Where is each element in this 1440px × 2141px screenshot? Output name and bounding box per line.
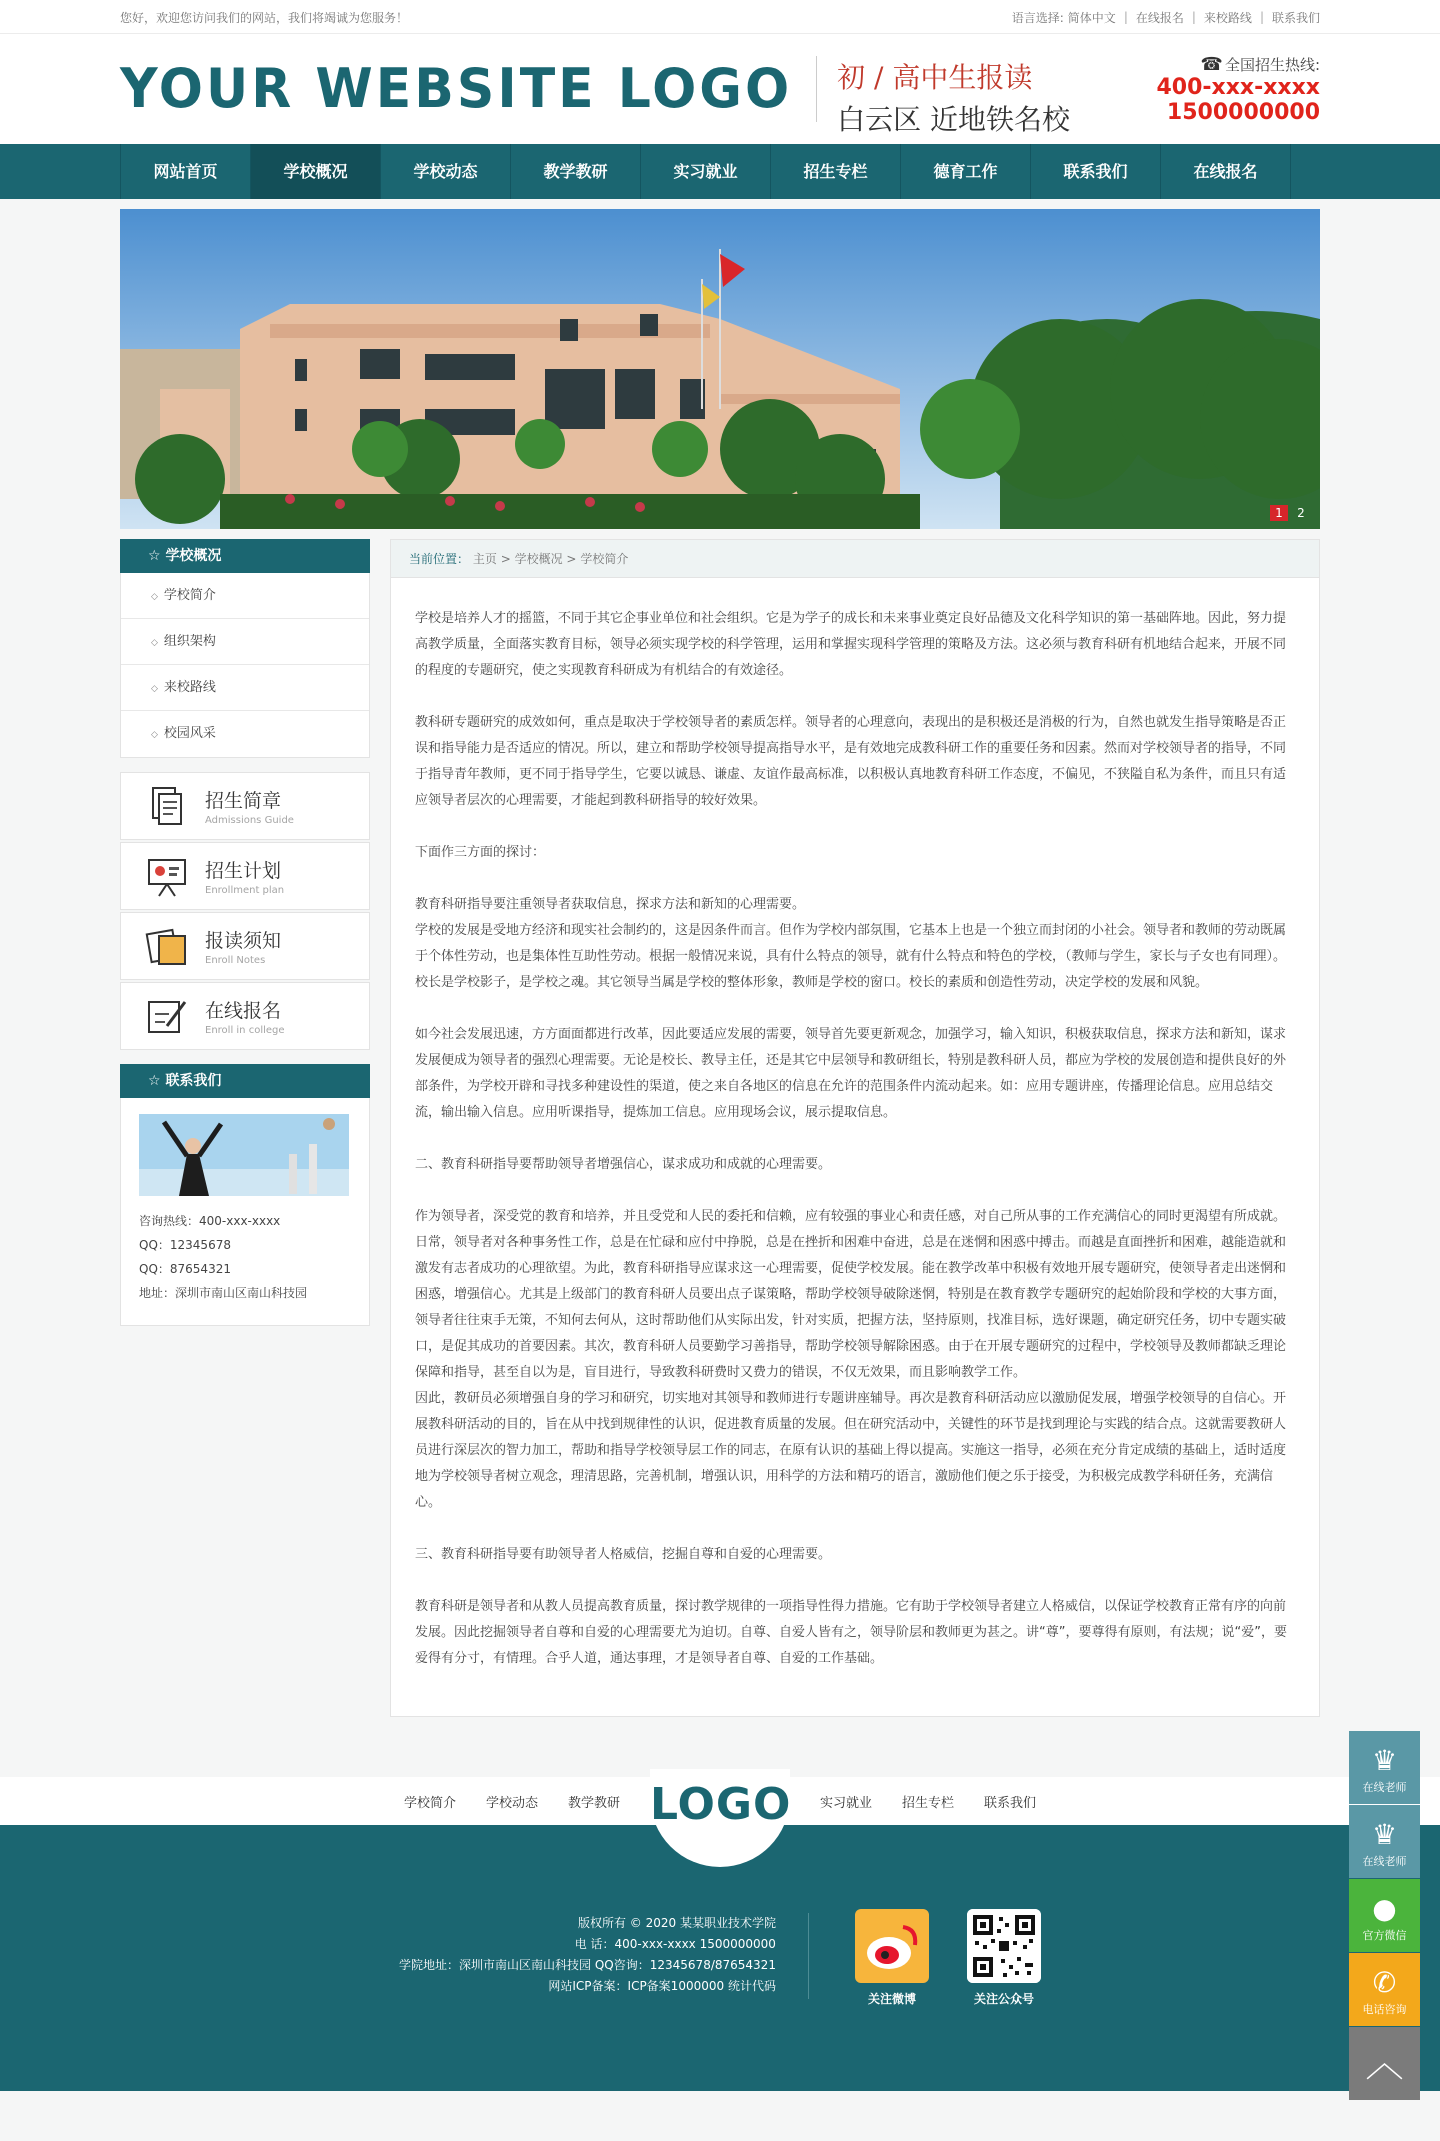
qq-icon: ♛ <box>1371 1744 1398 1777</box>
welcome-text: 您好，欢迎您访问我们的网站，我们将竭诚为您服务！ <box>120 10 409 25</box>
footer-phone: 电 话：400-xxx-xxxx 1500000000 <box>574 1937 776 1951</box>
sidebar-section-title: ☆ 学校概况 <box>120 539 370 573</box>
signup-icon <box>145 994 189 1038</box>
article-body <box>391 578 1319 1716</box>
diamond-icon: ◇ <box>151 684 158 694</box>
breadcrumb-level-2[interactable]: 学校简介 <box>580 552 629 566</box>
site-logo[interactable]: YOUR WEBSITE LOGO <box>120 57 793 121</box>
paragraph-spacer <box>415 996 1295 1022</box>
contact-photo <box>139 1114 349 1196</box>
slogan-line-2: 白云区 近地铁名校 <box>837 103 1071 136</box>
phone-consult-button[interactable]: ✆ 电话咨询 <box>1349 1953 1420 2026</box>
guide-title: 招生计划 <box>205 860 282 882</box>
guide-signup[interactable] <box>120 982 370 1050</box>
weibo-follow[interactable]: 关注微博 <box>855 1909 929 2007</box>
nav-item-about[interactable]: 学校概况 <box>251 144 381 199</box>
contact-qq-1: QQ：12345678 <box>139 1238 231 1252</box>
breadcrumb: 当前位置： 主页 > 学校概况 > 学校简介 <box>391 540 1319 578</box>
qq-icon: ♛ <box>1371 1818 1398 1851</box>
sidebar-item-intro[interactable]: ◇ 学校简介 <box>121 573 369 619</box>
contact-title: ☆ 联系我们 <box>120 1064 370 1098</box>
guide-admissions[interactable] <box>120 772 370 840</box>
article-paragraph: 教科研专题研究的成效如何，重点是取决于学校领导者的素质怎样。领导者的心理意向，表现出的是积极还是消极的行为，自然也就发生指导策略是否正误和指导能力是否适应的情况。所以，建立和帮助学校领导提高指导水平，是有效地完成教科研工作的重要任务和因素。然而对学校领导者的指导，不同于指导青年教师，更不同于指导学生，它要以诚恳、谦虚、友谊作最高标准，以积极认真地教育科研工作态度，不偏见，不狭隘自私为条件，而且只有适应领导者层次的心理需要，才能起到教科研指导的较好效果。 <box>415 715 1287 808</box>
diamond-icon: ◇ <box>151 592 158 602</box>
article-paragraph: 学校的发展是受地方经济和现实社会制约的，这是因条件而言。但作为学校内部氛围，它基本上也是一个独立而封闭的小社会。领导者和教师的劳动既属于个体性劳动，也是集体性互助性劳动。根据一般情况来说，具有什么特点的领导，就有什么特点和特色的学校，（教师与学生，家长与子女也有同理）。校长是学校影子，是学校之魂。其它领导当属是学校的整体形象，教师是学校的窗口。校长的素质和创造性劳动，决定学校的发展和风貌。 <box>415 923 1287 990</box>
paragraph-spacer <box>415 1516 1295 1542</box>
top-link-contact[interactable]: 联系我们 <box>1271 10 1320 25</box>
article-paragraph: 二、教育科研指导要帮助领导者增强信心，谋求成功和成就的心理需要。 <box>415 1157 832 1172</box>
sidebar <box>120 539 370 1717</box>
wechat-follow[interactable]: 关注公众号 <box>967 1909 1041 2007</box>
separator: | <box>1259 10 1264 24</box>
lang-label: 语言选择: <box>1011 10 1064 25</box>
footer-link-news[interactable]: 学校动态 <box>485 1795 538 1811</box>
guide-subtitle: Enrollment plan <box>205 885 285 896</box>
guide-plan[interactable] <box>120 842 370 910</box>
slider-dots <box>1270 505 1310 521</box>
phone-icon: ✆ <box>1372 1966 1397 1999</box>
weibo-icon <box>855 1909 929 1983</box>
guide-subtitle: Enroll Notes <box>205 955 266 966</box>
contact-hotline: 咨询热线：400-xxx-xxxx <box>139 1214 281 1228</box>
lang-value[interactable]: 简体中文 <box>1067 10 1116 25</box>
nav-item-contact[interactable]: 联系我们 <box>1031 144 1161 199</box>
main-nav <box>0 144 1440 199</box>
nav-item-admissions[interactable]: 招生专栏 <box>771 144 901 199</box>
footer-links <box>0 1777 1440 1830</box>
breadcrumb-level-1[interactable]: 学校概况 <box>514 552 563 566</box>
hotline-label: 全国招生热线: <box>1224 55 1320 74</box>
breadcrumb-home[interactable]: 主页 <box>472 552 497 566</box>
contact-box <box>120 1064 370 1326</box>
back-to-top-button[interactable] <box>1349 2027 1420 2100</box>
slogan <box>816 56 1071 136</box>
article-paragraph: 三、教育科研指导要有助领导者人格威信，挖掘自尊和自爱的心理需要。 <box>415 1547 832 1562</box>
floating-contact-bar <box>1349 1731 1420 2101</box>
top-links <box>1012 9 1320 26</box>
header <box>0 34 1440 144</box>
footer-social <box>855 1909 1041 2007</box>
slider-dot-2[interactable]: 2 <box>1297 506 1305 520</box>
wechat-icon: ● <box>1372 1892 1397 1925</box>
slider-dot-1[interactable]: 1 <box>1270 505 1288 521</box>
nav-item-signup[interactable]: 在线报名 <box>1161 144 1291 199</box>
article-paragraph: 下面作三方面的探讨： <box>415 845 546 860</box>
sidebar-item-route[interactable]: ◇ 来校路线 <box>121 665 369 711</box>
paragraph-spacer <box>415 814 1295 840</box>
main-area <box>120 539 1320 1717</box>
paragraph-spacer <box>415 1568 1295 1594</box>
footer-copyright: 版权所有 © 2020 某某职业技术学院 <box>577 1916 776 1930</box>
top-bar <box>0 0 1440 34</box>
guide-links <box>120 772 370 1050</box>
slogan-line-1: 初 / 高中生报读 <box>837 61 1033 94</box>
article-paragraph: 学校是培养人才的摇篮，不同于其它企事业单位和社会组织。它是为学子的成长和未来事业奠定良好品德及文化科学知识的第一基础阵地。因此，努力提高教学质量，全面落实教育目标，领导必须实现学校的科学管理，运用和掌握实现科学管理的策略及方法。这必须与教育科研有机地结合起来，开展不同的程度的专题研究，使之实现教育科研成为有机结合的有效途径。 <box>415 611 1287 678</box>
separator: | <box>1191 10 1196 24</box>
presentation-icon <box>145 854 189 898</box>
hotline-number-2: 1500000000 <box>1166 99 1320 125</box>
nav-item-employment[interactable]: 实习就业 <box>641 144 771 199</box>
sidebar-menu <box>120 573 370 758</box>
star-icon: ☆ <box>148 548 166 564</box>
article-paragraph: 教育科研是领导者和从教人员提高教育质量，探讨教学规律的一项指导性得力措施。它有助于学校领导者建立人格威信，以保证学校教育正常有序的向前发展。因此挖掘领导者自尊和自爱的心理需要尤为迫切。自尊、自爱人皆有之，领导阶层和教师更为甚之。讲“尊”，要尊得有原则，有法规；说“爱”，要爱得有分寸，有情理。合乎人道，通达事理，才是领导者自尊、自爱的工作基础。 <box>415 1599 1287 1666</box>
paragraph-spacer <box>415 1126 1295 1152</box>
online-teacher-button-1[interactable]: ♛ 在线老师 <box>1349 1731 1420 1804</box>
star-icon: ☆ <box>148 1073 166 1089</box>
guide-subtitle: Admissions Guide <box>205 815 294 826</box>
contact-qq-2: QQ：87654321 <box>139 1262 231 1276</box>
top-link-route[interactable]: 来校路线 <box>1203 10 1252 25</box>
article-paragraph: 如今社会发展迅速，方方面面都进行改革，因此要适应发展的需要，领导首先要更新观念，加强学习，输入知识，积极获取信息，探求方法和新知，谋求发展便成为领导者的强烈心理需要。无论是校长、教导主任，还是其它中层领导和教研组长，特别是教科研人员，都应为学校的发展创造和提供良好的外部条件，为学校开辟和寻找多种建设性的渠道，使之来自各地区的信息在允许的范围条件内流动起来。如：应用专题讲座，传播理论信息。应用总结交流，输出输入信息。应用听课指导，提炼加工信息。应用现场会议，展示提取信息。 <box>415 1027 1287 1120</box>
content-panel <box>390 539 1320 1717</box>
notes-icon <box>145 924 189 968</box>
sidebar-item-structure[interactable]: ◇ 组织架构 <box>121 619 369 665</box>
paragraph-spacer <box>415 1178 1295 1204</box>
guide-subtitle: Enroll in college <box>205 1025 285 1036</box>
contact-address: 地址：深圳市南山区南山科技园 <box>139 1286 308 1300</box>
top-link-signup[interactable]: 在线报名 <box>1135 10 1184 25</box>
paragraph-spacer <box>415 866 1295 892</box>
nav-item-moral[interactable]: 德育工作 <box>901 144 1031 199</box>
footer-info <box>399 1913 809 1999</box>
guide-notes[interactable] <box>120 912 370 980</box>
banner-slider[interactable] <box>120 209 1320 529</box>
online-teacher-button-2[interactable]: ♛ 在线老师 <box>1349 1805 1420 1878</box>
footer-link-intro[interactable]: 学校简介 <box>403 1795 456 1811</box>
article-paragraph: 因此，教研员必须增强自身的学习和研究，切实地对其领导和教师进行专题讲座辅导。再次是教育科研活动应以激励促发展，增强学校领导的自信心。开展教科研活动的目的，旨在从中找到规律性的认识，促进教育质量的发展。但在研究活动中，关键性的环节是找到理论与实践的结合点。这就需要教研人员进行深层次的智力加工，帮助和指导学校领导层工作的同志，在原有认识的基础上得以提高。实施这一指导，必须在充分肯定成绩的基础上，适时适度地为学校领导者树立观念，理清思路，完善机制，增强认识，用科学的方法和精巧的语言，激励他们便之乐于接受，为积极完成教学科研任务，充满信心。 <box>415 1391 1287 1510</box>
hotline-number-1: 400-xxx-xxxx <box>1156 74 1320 100</box>
footer-address: 学院地址：深圳市南山区南山科技园 QQ咨询：12345678/87654321 <box>399 1958 776 1972</box>
article-paragraph: 教育科研指导要注重领导者获取信息，探求方法和新知的心理需要。 <box>415 897 806 912</box>
sidebar-item-campus[interactable]: ◇ 校园风采 <box>151 726 216 741</box>
nav-item-teaching[interactable]: 教学教研 <box>511 144 641 199</box>
document-icon <box>145 784 189 828</box>
hotline <box>1156 54 1320 125</box>
phone-icon: ☎ <box>1200 53 1223 75</box>
diamond-icon: ◇ <box>151 638 158 648</box>
wechat-button[interactable]: ● 官方微信 <box>1349 1879 1420 1952</box>
guide-title: 招生简章 <box>205 790 282 812</box>
footer-link-contact[interactable]: 联系我们 <box>984 1795 1037 1811</box>
footer-logo[interactable]: LOGO <box>650 1769 790 1867</box>
breadcrumb-label: 当前位置： <box>409 552 470 566</box>
separator: | <box>1123 10 1128 24</box>
diamond-icon: ◇ <box>151 730 158 740</box>
footer-icp[interactable]: 网站ICP备案：ICP备案1000000 统计代码 <box>548 1979 776 1993</box>
article-paragraph: 作为领导者，深受党的教育和培养，并且受党和人民的委托和信赖，应有较强的事业心和责任感，对自己所从事的工作充满信心的同时更渴望有所成就。日常，领导者对各种事务性工作，总是在忙碌和应付中挣脱，总是在挫折和困难中奋进，总是在迷惘和困惑中搏击。而越是直面挫折和困难，越能造就和激发有志者成功的心理欲望。为此，教育科研指导应谋求这一心理需要，促使学校发展。能在教学改革中积极有效地开展专题研究，使领导者走出迷惘和困惑，增强信心。尤其是上级部门的教育科研人员要出点子谋策略，帮助学校领导破除迷惘，特别是在教育教学专题研究的起始阶段和学校的大事方面，领导者往往束手无策，不知何去何从，这时帮助他们从实际出发，针对实质，把握方法，坚持原则，找准目标，选好课题，确定研究任务，切中专题实破口，是促其成功的首要因素。其次，教育科研人员要勤学习善指导，帮助学校领导解除困惑。由于在开展专题研究的过程中，学校领导及教师都缺乏理论保障和指导，甚至自以为是，盲目进行，导致教科研费时又费力的错误，不仅无效果，而且影响教学工作。 <box>415 1209 1287 1380</box>
footer-link-teaching[interactable]: 教学教研 <box>567 1795 620 1811</box>
nav-item-home[interactable]: 网站首页 <box>121 144 251 199</box>
back-to-top-icon: ︿ <box>1365 2041 1404 2085</box>
school-building-image <box>120 209 1320 529</box>
qr-code-icon <box>967 1909 1041 1983</box>
nav-item-news[interactable]: 学校动态 <box>381 144 511 199</box>
footer-link-admissions[interactable]: 招生专栏 <box>902 1795 955 1811</box>
guide-title: 在线报名 <box>205 1000 282 1022</box>
paragraph-spacer <box>415 684 1295 710</box>
guide-title: 报读须知 <box>205 930 282 952</box>
footer-link-employment[interactable]: 实习就业 <box>820 1795 873 1811</box>
